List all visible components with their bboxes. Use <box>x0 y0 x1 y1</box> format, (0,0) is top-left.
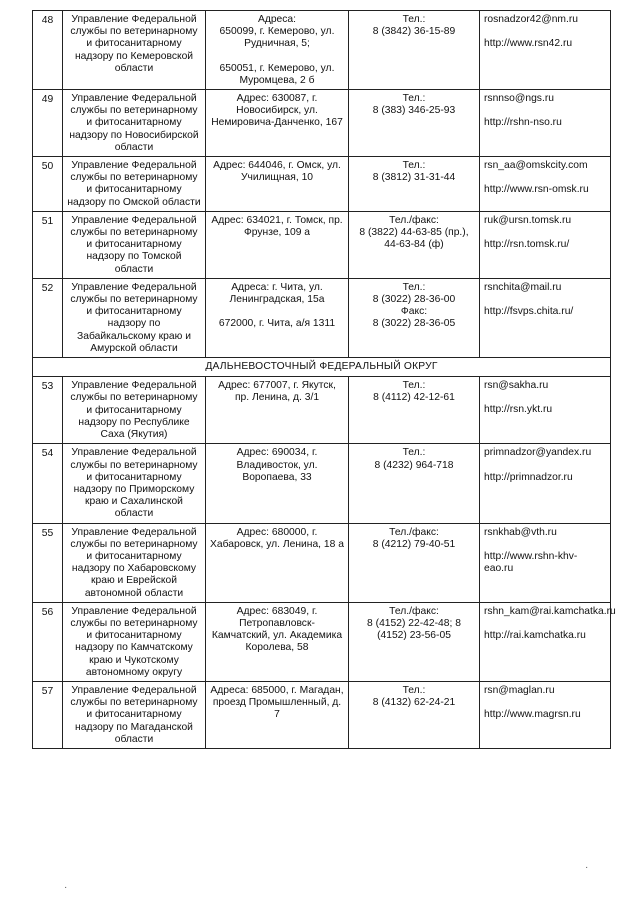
address-line: Адрес: 677007, г. Якутск, пр. Ленина, д. 3/1 <box>218 380 336 404</box>
row-number: 50 <box>33 157 63 212</box>
website-link[interactable]: http://www.magrsn.ru <box>484 709 581 721</box>
email-link[interactable]: rosnadzor42@nm.ru <box>484 14 579 25</box>
office-name-text: Управление Федеральной службы по ветеринарному и фитосанитарному надзору по Омской области <box>67 160 201 208</box>
address-line: Адрес: 690034, г. Владивосток, ул. Воропаева, 33 <box>236 447 318 483</box>
office-name <box>63 444 206 523</box>
row-number: 55 <box>33 523 63 602</box>
address-line: Адрес: 683049, г. Петропавловск-Камчатский, ул. Академика Королева, 58 <box>211 605 343 654</box>
office-address <box>206 90 349 157</box>
table-row <box>33 278 611 357</box>
table-row <box>33 211 611 278</box>
email-link[interactable]: primnadzor@yandex.ru <box>484 447 592 459</box>
phone-text: Тел./факс: 8 (4212) 79-40-51 <box>372 526 456 550</box>
address-line: Адреса: г. Чита, ул. Ленинградская, 15а <box>229 281 325 306</box>
office-contacts <box>480 602 616 681</box>
office-phone <box>349 157 480 212</box>
office-phone <box>349 377 480 444</box>
office-name-text: Управление Федеральной службы по ветеринарному и фитосанитарному надзору по Республике Саха (Якутия) <box>70 380 198 441</box>
row-number: 57 <box>33 681 63 748</box>
table-row <box>33 444 611 523</box>
office-name-text: Управление Федеральной службы по ветеринарному и фитосанитарному надзору по Кемеровской области <box>70 14 198 74</box>
phone-text: Тел./факс: 8 (4152) 22-42-48; 8 (4152) 23-56-05 <box>367 605 461 642</box>
table-row <box>33 157 611 212</box>
phone-text: Тел.: 8 (4112) 42-12-61 <box>373 380 455 404</box>
phone-text: Тел.: 8 (3812) 31-31-44 <box>372 160 456 184</box>
address-line: Адреса: 650099, г. Кемерово, ул. Рудничная, 5; <box>219 14 335 50</box>
office-name-text: Управление Федеральной службы по ветеринарному и фитосанитарному надзору по Хабаровскому краю и Еврейской автономной области <box>70 526 198 599</box>
office-name <box>63 681 206 748</box>
phone-text: Тел.: 8 (3842) 36-15-89 <box>372 14 456 38</box>
row-number: 51 <box>33 211 63 278</box>
office-address <box>206 681 349 748</box>
office-contacts <box>480 90 611 157</box>
office-phone <box>349 90 480 157</box>
phone-text: Тел.: 8 (4132) 62-24-21 <box>372 684 456 709</box>
office-name <box>63 278 206 357</box>
office-address <box>206 444 349 523</box>
row-number: 49 <box>33 90 63 157</box>
office-phone <box>349 523 480 602</box>
email-link[interactable]: rsn@maglan.ru <box>484 684 555 696</box>
office-contacts <box>480 11 611 90</box>
office-name <box>63 11 206 90</box>
table-row <box>33 681 611 748</box>
table-row <box>33 602 611 681</box>
office-contacts <box>480 157 611 212</box>
phone-text: Тел.: 8 (3022) 28-36-00 Факс: 8 (3022) 28-36-05 <box>372 281 456 330</box>
office-contacts <box>480 278 611 357</box>
address-line-secondary: 672000, г. Чита, а/я 1311 <box>218 318 336 330</box>
office-contacts <box>480 211 611 278</box>
office-contacts <box>480 377 611 444</box>
office-phone <box>349 211 480 278</box>
email-link[interactable]: ruk@ursn.tomsk.ru <box>484 214 572 226</box>
table-row <box>33 523 611 602</box>
website-link[interactable]: http://rshn-nso.ru <box>484 117 562 129</box>
office-name <box>63 157 206 212</box>
row-number: 56 <box>33 602 63 681</box>
office-address <box>206 211 349 278</box>
address-line: Адрес: 680000, г. Хабаровск, ул. Ленина, 18 а <box>210 526 344 550</box>
office-phone <box>349 681 480 748</box>
website-link[interactable]: http://www.rsn-omsk.ru <box>484 184 589 196</box>
office-name-text: Управление Федеральной службы по ветеринарному и фитосанитарному надзору по Магаданской области <box>70 684 198 745</box>
phone-text: Тел./факс: 8 (3822) 44-63-85 (пр.), 44-63-84 (ф) <box>359 214 469 251</box>
row-number: 52 <box>33 278 63 357</box>
email-link[interactable]: rsn@sakha.ru <box>484 380 549 392</box>
office-address <box>206 157 349 212</box>
directory-table <box>32 10 616 749</box>
office-address <box>206 523 349 602</box>
section-row <box>33 358 611 377</box>
office-name <box>63 602 206 681</box>
office-name <box>63 211 206 278</box>
section-title: ДАЛЬНЕВОСТОЧНЫЙ ФЕДЕРАЛЬНЫЙ ОКРУГ <box>33 358 611 377</box>
office-name-text: Управление Федеральной службы по ветеринарному и фитосанитарному надзору по Приморскому краю и Сахалинской области <box>70 447 198 520</box>
office-phone <box>349 11 480 90</box>
address-line: Адреса: 685000, г. Магадан, проезд Промышленный, д. 7 <box>210 684 344 721</box>
website-link[interactable]: http://www.rshn-khv-eao.ru <box>484 550 578 574</box>
office-name <box>63 377 206 444</box>
row-number: 54 <box>33 444 63 523</box>
office-phone <box>349 278 480 357</box>
website-link[interactable]: http://www.rsn42.ru <box>484 38 573 50</box>
table-body-siberian <box>33 11 611 358</box>
scan-speck: · <box>64 882 68 893</box>
phone-text: Тел.: 8 (4232) 964-718 <box>374 447 454 471</box>
address-line: Адрес: 630087, г. Новосибирск, ул. Немировича-Данченко, 167 <box>211 93 343 129</box>
office-name <box>63 523 206 602</box>
office-name-text: Управление Федеральной службы по ветеринарному и фитосанитарному надзору по Новосибирской области <box>69 93 199 153</box>
office-address <box>206 11 349 90</box>
table-row <box>33 90 611 157</box>
table-row <box>33 11 611 90</box>
website-link[interactable]: http://rsn.tomsk.ru/ <box>484 239 570 251</box>
office-contacts <box>480 444 611 523</box>
email-link[interactable]: rsnchita@mail.ru <box>484 281 562 293</box>
office-name-text: Управление Федеральной службы по ветеринарному и фитосанитарному надзору по Камчатскому краю и Чукотскому автономному округу <box>70 605 198 678</box>
table-body-far-eastern <box>33 377 616 749</box>
office-name-text: Управление Федеральной службы по ветеринарному и фитосанитарному надзору по Томской области <box>70 214 198 275</box>
website-link[interactable]: http://rai.kamchatka.ru <box>484 629 586 641</box>
office-address <box>206 377 349 444</box>
address-line: Адрес: 634021, г. Томск, пр. Фрунзе, 109 а <box>211 214 343 239</box>
office-phone <box>349 602 480 681</box>
scan-speck: · <box>585 862 589 873</box>
table-row <box>33 377 611 444</box>
email-link[interactable]: rsnnso@ngs.ru <box>484 93 554 105</box>
office-contacts <box>480 523 611 602</box>
email-link[interactable]: rsnkhab@vth.ru <box>484 526 557 538</box>
table-section <box>33 358 611 377</box>
office-address <box>206 602 349 681</box>
office-name-text: Управление Федеральной службы по ветеринарному и фитосанитарному надзору по Забайкальскому краю и Амурской области <box>70 281 198 354</box>
address-line: Адрес: 644046, г. Омск, ул. Училищная, 10 <box>213 160 341 184</box>
website-link[interactable]: http://primnadzor.ru <box>484 471 573 483</box>
website-link[interactable]: http://rsn.ykt.ru <box>484 404 553 416</box>
website-link[interactable]: http://fsvps.chita.ru/ <box>484 306 574 318</box>
directory-table-wrapper <box>32 10 616 749</box>
phone-text: Тел.: 8 (383) 346-25-93 <box>372 93 456 117</box>
office-name <box>63 90 206 157</box>
office-phone <box>349 444 480 523</box>
address-line-secondary: 650051, г. Кемерово, ул. Муромцева, 2 б <box>219 62 335 86</box>
office-contacts <box>480 681 611 748</box>
email-link[interactable]: rshn_kam@rai.kamchatka.ru <box>484 605 616 617</box>
row-number: 53 <box>33 377 63 444</box>
office-address <box>206 278 349 357</box>
email-link[interactable]: rsn_aa@omskcity.com <box>484 160 588 172</box>
row-number: 48 <box>33 11 63 90</box>
